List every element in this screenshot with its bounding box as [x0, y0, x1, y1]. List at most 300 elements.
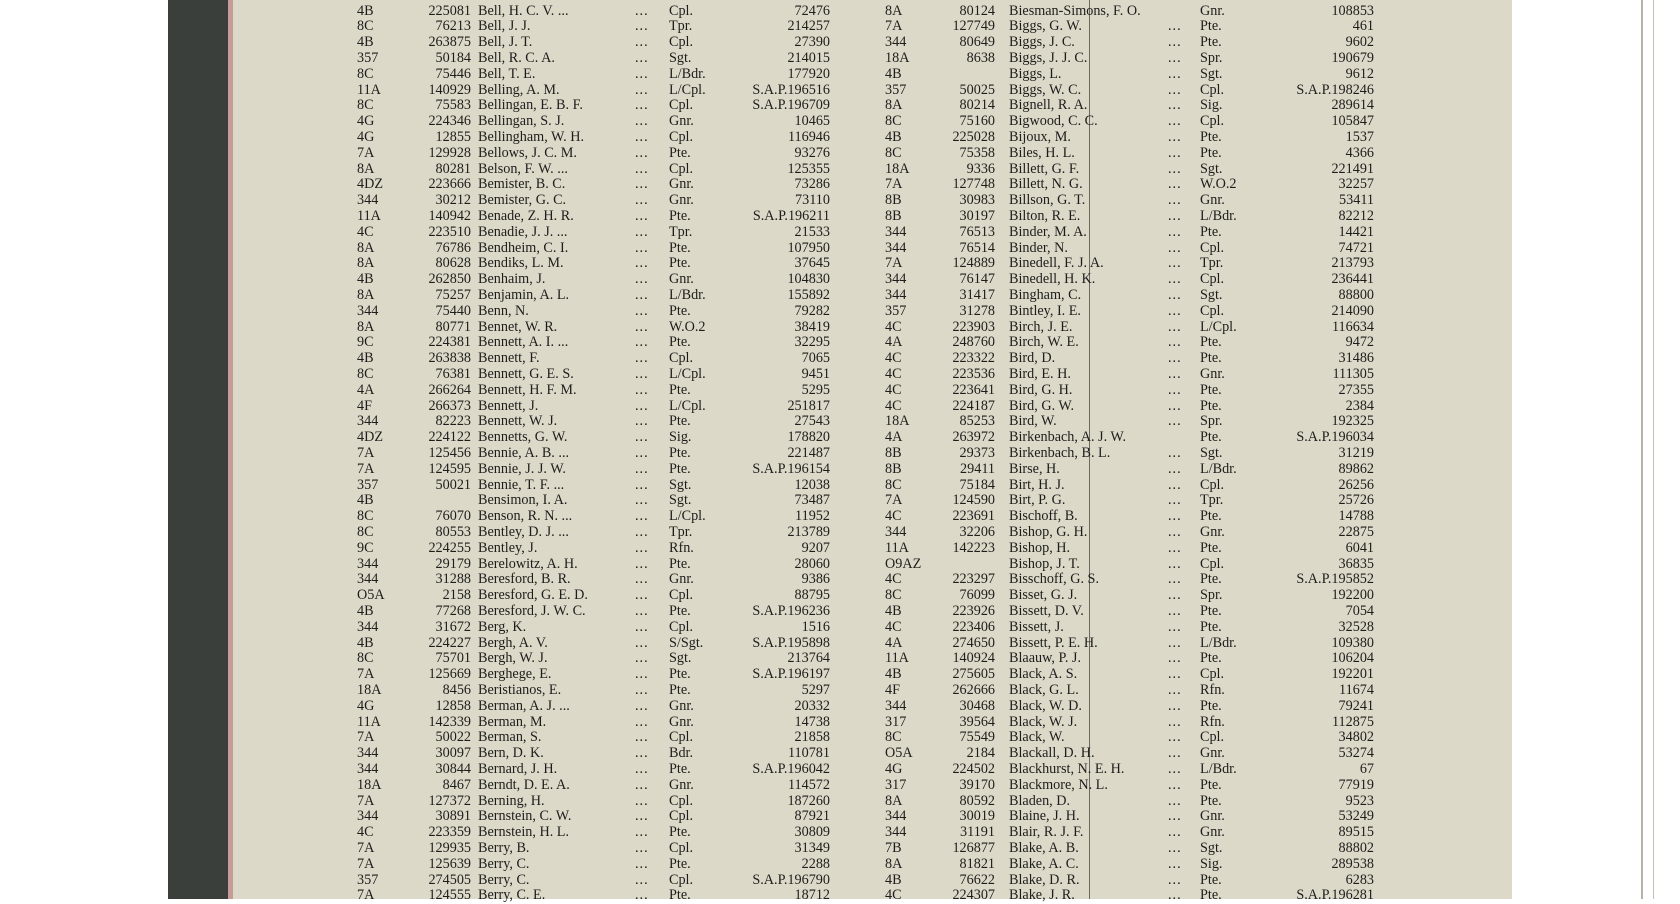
leader-dots: ... [635, 34, 649, 51]
leader-dots: ... [635, 539, 649, 556]
name: Black, A. S. [1009, 666, 1078, 683]
regimental-number: 29373 [959, 444, 995, 461]
roll-entry [0, 162, 1680, 178]
service-number: 73110 [795, 192, 830, 209]
rank: L/Bdr. [669, 286, 706, 303]
name: Bell, J. J. [478, 18, 531, 35]
unit-code: 8A [885, 792, 903, 809]
name: Bemister, B. C. [478, 176, 566, 193]
regimental-number: 263838 [428, 350, 471, 367]
rank: Pte. [1200, 871, 1222, 888]
rank: Cpl. [1200, 476, 1225, 493]
leader-dots: ... [635, 144, 649, 161]
service-number: 27390 [794, 34, 830, 51]
service-number: 25726 [1338, 492, 1374, 509]
regimental-number: 75257 [435, 286, 471, 303]
unit-code: 11A [885, 539, 909, 556]
service-number: 2288 [801, 855, 830, 872]
unit-code: 7A [357, 444, 375, 461]
service-number: 214257 [787, 18, 830, 35]
regimental-number: 224346 [428, 113, 471, 130]
unit-code: 357 [885, 302, 907, 319]
roll-entry [0, 209, 1680, 225]
name: Bird, G. W. [1009, 397, 1075, 414]
service-number: S.A.P.196154 [752, 460, 830, 477]
roll-entry [0, 414, 1680, 430]
regimental-number: 223536 [952, 365, 995, 382]
regimental-number: 263875 [428, 34, 471, 51]
service-number: 87921 [794, 808, 830, 825]
service-number: 53249 [1338, 808, 1374, 825]
leader-dots: ... [1168, 350, 1182, 367]
unit-code: 8A [885, 97, 903, 114]
leader-dots: ... [1168, 176, 1182, 193]
unit-code: 7A [885, 176, 903, 193]
unit-code: 11A [885, 650, 909, 667]
roll-entry [0, 446, 1680, 462]
leader-dots: ... [635, 855, 649, 872]
service-number: 106204 [1331, 650, 1374, 667]
name: Birch, J. E. [1009, 318, 1073, 335]
leader-dots: ... [1168, 334, 1182, 351]
regimental-number: 2158 [442, 587, 471, 604]
name: Bellingan, E. B. F. [478, 97, 583, 114]
unit-code: 344 [357, 760, 379, 777]
leader-dots: ... [1168, 634, 1182, 651]
rank: Pte. [669, 666, 691, 683]
name: Binder, M. A. [1009, 223, 1087, 240]
service-number: S.A.P.196516 [752, 81, 830, 98]
name: Belling, A. M. [478, 81, 560, 98]
rank: Sgt. [669, 492, 692, 509]
service-number: 2384 [1345, 397, 1374, 414]
regimental-number: 76213 [435, 18, 471, 35]
service-number: 289614 [1331, 97, 1374, 114]
leader-dots: ... [635, 18, 649, 35]
roll-entry [0, 888, 1680, 904]
regimental-number: 223903 [952, 318, 995, 335]
rank: Cpl. [669, 160, 694, 177]
regimental-number: 224187 [952, 397, 995, 414]
name: Blaauw, P. J. [1009, 650, 1081, 667]
roll-entry [0, 493, 1680, 509]
name: Birse, H. [1009, 460, 1060, 477]
unit-code: O5A [357, 587, 385, 604]
unit-code: 18A [885, 49, 910, 66]
rank: L/Cpl. [669, 365, 706, 382]
regimental-number: 224122 [428, 429, 471, 446]
unit-code: 4C [885, 350, 902, 367]
service-number: 14421 [1338, 223, 1374, 240]
rank: Pte. [1200, 508, 1222, 525]
name: Bijoux, M. [1009, 128, 1071, 145]
service-number: 109380 [1331, 634, 1374, 651]
service-number: 213789 [787, 523, 830, 540]
unit-code: 7A [357, 855, 375, 872]
leader-dots: ... [1168, 523, 1182, 540]
unit-code: 18A [357, 776, 382, 793]
service-number: 88795 [794, 587, 830, 604]
rank: Bdr. [669, 745, 694, 762]
unit-code: 4B [885, 65, 902, 82]
service-number: 214015 [787, 49, 830, 66]
rank: Sig. [1200, 855, 1223, 872]
regimental-number: 30844 [435, 760, 471, 777]
service-number: 73487 [794, 492, 830, 509]
roll-entry [0, 114, 1680, 130]
rank: Cpl. [1200, 729, 1225, 746]
rank: Sgt. [1200, 286, 1223, 303]
name: Black, G. L. [1009, 681, 1079, 698]
regimental-number: 80592 [959, 792, 995, 809]
roll-entry [0, 651, 1680, 667]
service-number: S.A.P.196709 [752, 97, 830, 114]
service-number: 88800 [1338, 286, 1374, 303]
rank: L/Cpl. [669, 397, 706, 414]
leader-dots: ... [635, 255, 649, 272]
name: Blackmore, N. L. [1009, 776, 1108, 793]
unit-code: 8A [357, 318, 375, 335]
regimental-number: 75549 [959, 729, 995, 746]
rank: Pte. [1200, 539, 1222, 556]
rank: Pte. [1200, 602, 1222, 619]
unit-code: 11A [357, 713, 381, 730]
name: Bignell, R. A. [1009, 97, 1088, 114]
unit-code: 7A [885, 492, 903, 509]
roll-entry [0, 383, 1680, 399]
leader-dots: ... [635, 192, 649, 209]
service-number: 27543 [794, 413, 830, 430]
name: Bishop, H. [1009, 539, 1071, 556]
roll-entry [0, 604, 1680, 620]
service-number: 10465 [794, 113, 830, 130]
leader-dots: ... [635, 365, 649, 382]
rank: Tpr. [669, 523, 693, 540]
leader-dots: ... [635, 429, 649, 446]
unit-code: 357 [357, 871, 379, 888]
regimental-number: 77268 [435, 602, 471, 619]
name: Bemister, G. C. [478, 192, 567, 209]
service-number: 79282 [794, 302, 830, 319]
regimental-number: 75358 [959, 144, 995, 161]
regimental-number: 266264 [428, 381, 471, 398]
name: Biggs, J. C. [1009, 34, 1075, 51]
regimental-number: 223359 [428, 824, 471, 841]
service-number: 21858 [794, 729, 830, 746]
unit-code: 8C [357, 18, 374, 35]
leader-dots: ... [1168, 223, 1182, 240]
service-number: 251817 [787, 397, 830, 414]
rank: Pte. [1200, 223, 1222, 240]
unit-code: 344 [885, 523, 907, 540]
leader-dots: ... [1168, 34, 1182, 51]
roll-entry [0, 809, 1680, 825]
unit-code: 344 [357, 302, 379, 319]
rank: Sgt. [1200, 444, 1223, 461]
name: Bennie, T. F. ... [478, 476, 565, 493]
name: Bennett, G. E. S. [478, 365, 574, 382]
leader-dots: ... [635, 523, 649, 540]
name: Beristianos, E. [478, 681, 562, 698]
rank: Cpl. [669, 2, 694, 19]
regimental-number: 31191 [960, 824, 995, 841]
unit-code: 4A [885, 634, 903, 651]
name: Beresford, G. E. D. [478, 587, 588, 604]
rank: Sgt. [669, 650, 692, 667]
service-number: 114572 [787, 776, 830, 793]
roll-entry [0, 667, 1680, 683]
rank: Pte. [1200, 128, 1222, 145]
roll-entry [0, 762, 1680, 778]
leader-dots: ... [1168, 97, 1182, 114]
regimental-number: 76381 [435, 365, 471, 382]
unit-code: 8C [885, 476, 902, 493]
leader-dots: ... [1168, 839, 1182, 856]
name: Benn, N. [478, 302, 529, 319]
service-number: 177920 [787, 65, 830, 82]
service-number: 9523 [1345, 792, 1374, 809]
service-number: 289538 [1331, 855, 1374, 872]
leader-dots: ... [635, 113, 649, 130]
service-number: 20332 [794, 697, 830, 714]
service-number: 125355 [787, 160, 830, 177]
roll-entry [0, 335, 1680, 351]
service-number: 30809 [794, 824, 830, 841]
service-number: 9602 [1345, 34, 1374, 51]
regimental-number: 224255 [428, 539, 471, 556]
rank: Sgt. [1200, 65, 1223, 82]
unit-code: 4B [357, 34, 374, 51]
leader-dots: ... [1168, 239, 1182, 256]
service-number: S.A.P.196034 [1296, 429, 1374, 446]
regimental-number: 31278 [959, 302, 995, 319]
regimental-number: 8467 [442, 776, 471, 793]
roll-entry [0, 794, 1680, 810]
leader-dots: ... [635, 397, 649, 414]
rank: L/Cpl. [669, 508, 706, 525]
service-number: 93276 [794, 144, 830, 161]
leader-dots: ... [635, 555, 649, 572]
regimental-number: 76514 [959, 239, 995, 256]
unit-code: 8C [357, 508, 374, 525]
rank: Pte. [669, 681, 691, 698]
name: Bergh, A. V. [478, 634, 548, 651]
rank: Pte. [669, 302, 691, 319]
roll-entry [0, 588, 1680, 604]
leader-dots: ... [635, 808, 649, 825]
leader-dots: ... [635, 571, 649, 588]
service-number: 192200 [1331, 587, 1374, 604]
service-number: 36835 [1338, 555, 1374, 572]
name: Birch, W. E. [1009, 334, 1079, 351]
roll-entry [0, 146, 1680, 162]
rank: Pte. [1200, 618, 1222, 635]
leader-dots: ... [1168, 602, 1182, 619]
leader-dots: ... [1168, 681, 1182, 698]
unit-code: 4DZ [357, 429, 384, 446]
roll-entry [0, 746, 1680, 762]
name: Berndt, D. E. A. [478, 776, 570, 793]
regimental-number: 39170 [959, 776, 995, 793]
leader-dots: ... [1168, 492, 1182, 509]
unit-code: 4C [885, 318, 902, 335]
rank: L/Bdr. [1200, 760, 1237, 777]
unit-code: 8A [357, 239, 375, 256]
unit-code: 317 [885, 713, 907, 730]
name: Blake, A. B. [1009, 839, 1079, 856]
name: Binder, N. [1009, 239, 1068, 256]
regimental-number: 127749 [952, 18, 995, 35]
rank: Pte. [669, 824, 691, 841]
roll-entry [0, 509, 1680, 525]
rank: Sig. [669, 429, 692, 446]
rank: Pte. [1200, 144, 1222, 161]
service-number: 9386 [801, 571, 830, 588]
unit-code: 8B [885, 207, 902, 224]
rank: Gnr. [669, 176, 694, 193]
leader-dots: ... [1168, 887, 1182, 904]
unit-code: 344 [357, 618, 379, 635]
roll-entry [0, 462, 1680, 478]
rank: Cpl. [669, 618, 694, 635]
service-number: 28060 [794, 555, 830, 572]
unit-code: 7B [885, 839, 902, 856]
rank: Pte. [669, 413, 691, 430]
regimental-number: 29179 [435, 555, 471, 572]
service-number: 89862 [1338, 460, 1374, 477]
service-number: S.A.P.195898 [752, 634, 830, 651]
name: Binedell, H. K. [1009, 271, 1096, 288]
leader-dots: ... [1168, 824, 1182, 841]
roll-entry [0, 193, 1680, 209]
roll-entry [0, 715, 1680, 731]
leader-dots: ... [1168, 476, 1182, 493]
service-number: 4366 [1345, 144, 1374, 161]
regimental-number: 223297 [952, 571, 995, 588]
regimental-number: 31672 [435, 618, 471, 635]
rank: Gnr. [1200, 365, 1225, 382]
regimental-number: 223641 [952, 381, 995, 398]
rank: Pte. [669, 760, 691, 777]
unit-code: 344 [885, 824, 907, 841]
rank: Pte. [669, 444, 691, 461]
unit-code: 4G [357, 128, 375, 145]
leader-dots: ... [1168, 745, 1182, 762]
leader-dots: ... [635, 128, 649, 145]
roll-entry [0, 873, 1680, 889]
regimental-number: 224307 [952, 887, 995, 904]
rank: S/Sgt. [669, 634, 704, 651]
service-number: 5297 [801, 681, 830, 698]
service-number: 9207 [801, 539, 830, 556]
name: Bissett, J. [1009, 618, 1064, 635]
leader-dots: ... [635, 381, 649, 398]
regimental-number: 30019 [959, 808, 995, 825]
regimental-number: 30197 [959, 207, 995, 224]
unit-code: 8B [885, 444, 902, 461]
rank: Gnr. [669, 776, 694, 793]
service-number: S.A.P.196281 [1296, 887, 1374, 904]
regimental-number: 75446 [435, 65, 471, 82]
roll-entry [0, 320, 1680, 336]
roll-entry [0, 272, 1680, 288]
roll-entry [0, 177, 1680, 193]
leader-dots: ... [635, 207, 649, 224]
regimental-number: 80553 [435, 523, 471, 540]
rank: Cpl. [669, 350, 694, 367]
name: Beresford, J. W. C. [478, 602, 586, 619]
leader-dots: ... [635, 413, 649, 430]
rank: Cpl. [669, 792, 694, 809]
leader-dots: ... [635, 476, 649, 493]
unit-code: 344 [885, 286, 907, 303]
regimental-number: 223926 [952, 602, 995, 619]
unit-code: 4C [885, 571, 902, 588]
leader-dots: ... [1168, 207, 1182, 224]
rank: Spr. [1200, 587, 1223, 604]
unit-code: 8B [885, 460, 902, 477]
rank: Pte. [1200, 397, 1222, 414]
name: Bernstein, H. L. [478, 824, 570, 841]
unit-code: 8C [357, 650, 374, 667]
rank: Pte. [669, 460, 691, 477]
name: Belson, F. W. ... [478, 160, 568, 177]
service-number: 88802 [1338, 839, 1374, 856]
unit-code: 7A [357, 144, 375, 161]
leader-dots: ... [635, 871, 649, 888]
roll-entry [0, 620, 1680, 636]
rank: Cpl. [1200, 666, 1225, 683]
leader-dots: ... [635, 2, 649, 19]
name: Birt, P. G. [1009, 492, 1066, 509]
unit-code: 9C [357, 334, 374, 351]
unit-code: 4B [885, 128, 902, 145]
unit-code: 4C [885, 618, 902, 635]
rank: Pte. [1200, 776, 1222, 793]
unit-code: 4B [357, 602, 374, 619]
name: Berry, C. E. [478, 887, 546, 904]
roll-entry [0, 67, 1680, 83]
name: Berry, B. [478, 839, 530, 856]
rank: Gnr. [669, 571, 694, 588]
regimental-number: 29411 [960, 460, 995, 477]
leader-dots: ... [1168, 697, 1182, 714]
name: Bishop, G. H. [1009, 523, 1088, 540]
leader-dots: ... [635, 602, 649, 619]
regimental-number: 129928 [428, 144, 471, 161]
service-number: 14788 [1338, 508, 1374, 525]
name: Bellows, J. C. M. [478, 144, 577, 161]
service-number: 7065 [801, 350, 830, 367]
regimental-number: 142339 [428, 713, 471, 730]
regimental-number: 127748 [952, 176, 995, 193]
rank: Sgt. [1200, 839, 1223, 856]
rank: Gnr. [669, 271, 694, 288]
name: Bennett, J. [478, 397, 539, 414]
roll-entry [0, 478, 1680, 494]
rank: L/Bdr. [1200, 460, 1237, 477]
leader-dots: ... [1168, 318, 1182, 335]
service-number: 1516 [801, 618, 830, 635]
unit-code: 344 [357, 571, 379, 588]
unit-code: 8C [357, 97, 374, 114]
leader-dots: ... [1168, 365, 1182, 382]
regimental-number: 225028 [952, 128, 995, 145]
name: Berghege, E. [478, 666, 552, 683]
roll-entry [0, 241, 1680, 257]
regimental-number: 76070 [435, 508, 471, 525]
name: Birt, H. J. [1009, 476, 1065, 493]
